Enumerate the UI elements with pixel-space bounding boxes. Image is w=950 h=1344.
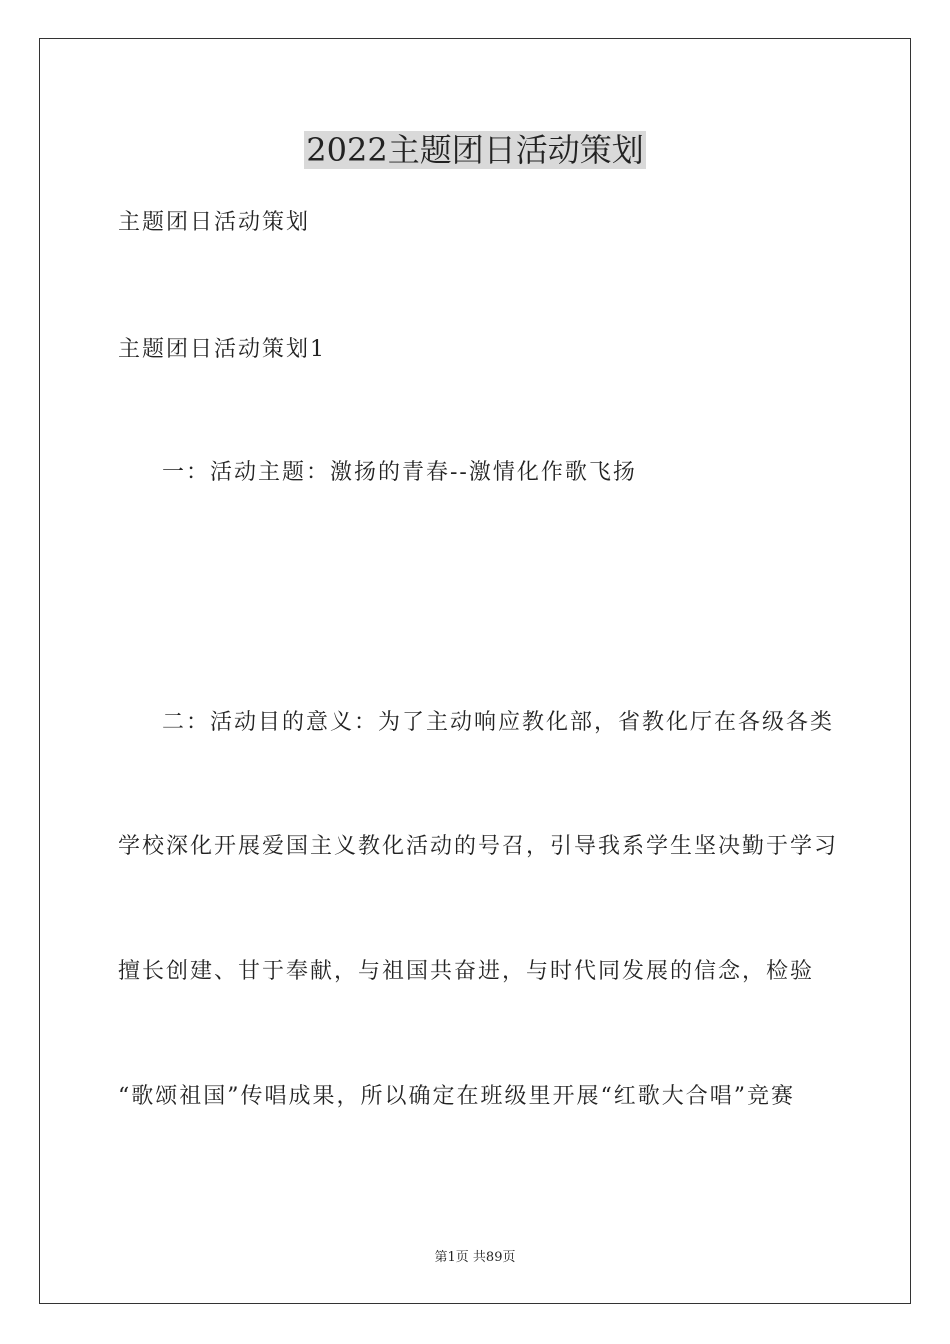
paragraph-purpose-line-1: 二：活动目的意义：为了主动响应教化部，省教化厅在各级各类	[162, 710, 835, 735]
subtitle: 主题团日活动策划	[118, 210, 311, 235]
document-title-text: 2022主题团日活动策划	[306, 131, 644, 169]
paragraph-theme: 一：活动主题：激扬的青春--激情化作歌飞扬	[162, 460, 637, 485]
section-heading: 主题团日活动策划1	[118, 337, 326, 362]
paragraph-purpose-line-3: 擅长创建、甘于奉献，与祖国共奋进，与时代同发展的信念，检验	[118, 959, 815, 984]
paragraph-purpose-line-4: “歌颂祖国”传唱成果，所以确定在班级里开展“红歌大合唱”竞赛	[118, 1084, 795, 1109]
page-footer: 第1页 共89页	[434, 1250, 516, 1265]
document-title	[0, 128, 950, 172]
paragraph-purpose-line-2: 学校深化开展爱国主义教化活动的号召，引导我系学生坚决勤于学习	[118, 834, 839, 859]
